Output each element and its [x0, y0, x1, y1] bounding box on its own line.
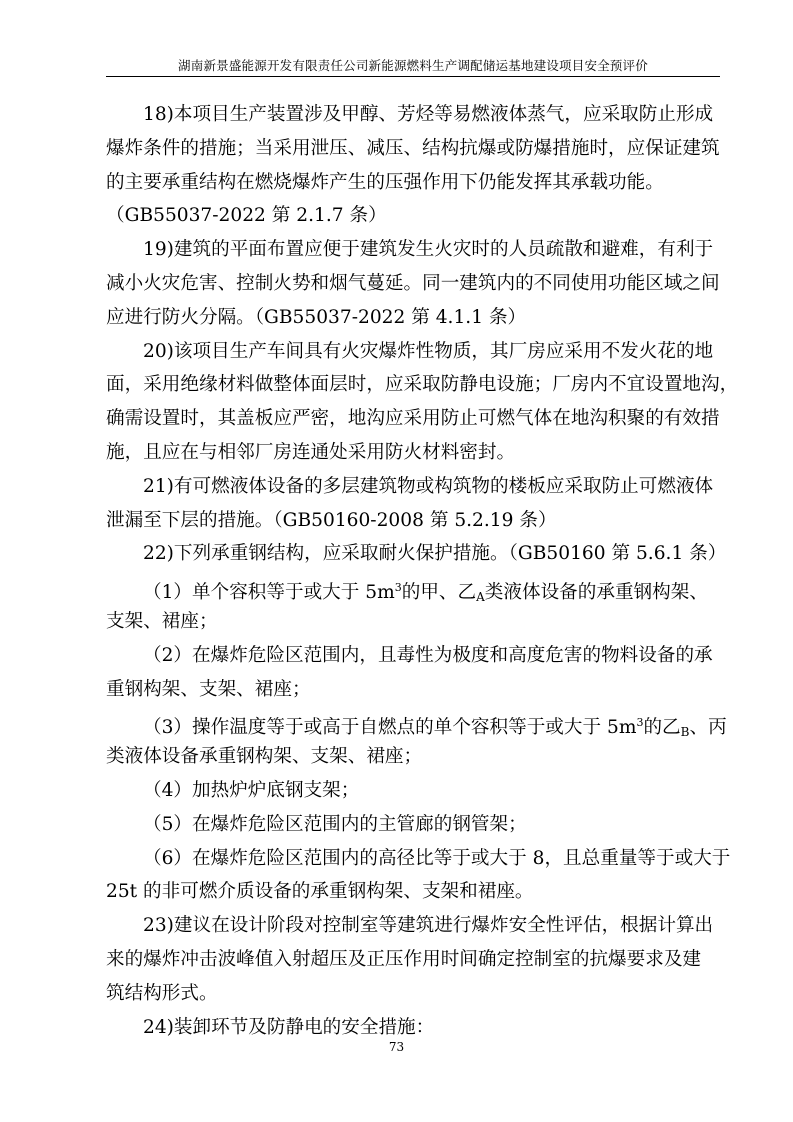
- item-1-text-c: 类液体设备的承重钢构架、: [484, 582, 708, 604]
- item-5-line-1: （5）在爆炸危险区范围内的主管廊的钢管架；: [143, 813, 527, 835]
- subscript-a: A: [476, 590, 485, 605]
- item-2-line-2: 重钢构架、支架、裙座；: [106, 678, 311, 700]
- item-6-line-1: （6）在爆炸危险区范围内的高径比等于或大于 8，且总重量等于或大于: [143, 847, 731, 869]
- item-1-text-a: （1）单个容积等于或大于 5m: [143, 582, 395, 604]
- page-number: 73: [388, 1040, 405, 1054]
- paragraph-23-line-1: 23)建议在设计阶段对控制室等建筑进行爆炸安全性评估，根据计算出: [143, 915, 714, 937]
- paragraph-23-line-2: 来的爆炸冲击波峰值入射超压及正压作用时间确定控制室的抗爆要求及建: [106, 948, 702, 970]
- item-1-line-1: [106, 571, 720, 605]
- item-1-line-2: 支架、裙座；: [106, 610, 218, 632]
- paragraph-19-line-2: 减小火灾危害、控制火势和烟气蔓延。同一建筑内的不同使用功能区域之间: [106, 272, 720, 294]
- paragraph-21-line-1: 21)有可燃液体设备的多层建筑物或构筑物的楼板应采取防止可燃液体: [143, 475, 714, 497]
- paragraph-18-line-2: 爆炸条件的措施；当采用泄压、减压、结构抗爆或防爆措施时，应保证建筑: [106, 137, 720, 159]
- document-body: [106, 98, 739, 1044]
- item-1-text-b: 的甲、乙: [401, 582, 477, 604]
- item-2-line-1: （2）在爆炸危险区范围内，且毒性为极度和高度危害的物料设备的承: [143, 644, 713, 666]
- item-4-line-1: （4）加热炉炉底钢支架；: [143, 779, 360, 801]
- item-3-text-c: 、丙: [689, 717, 727, 739]
- paragraph-24-line-1: 24)装卸环节及防静电的安全措施：: [143, 1016, 435, 1038]
- item-3-line-2: 类液体设备承重钢构架、支架、裙座；: [106, 746, 423, 768]
- paragraph-20-line-3: 确需设置时，其盖板应严密，地沟应采用防止可燃气体在地沟积聚的有效措: [106, 408, 720, 430]
- superscript-3: 3: [636, 716, 644, 730]
- paragraph-19-line-1: 19)建筑的平面布置应便于建筑发生火灾时的人员疏散和避难，有利于: [143, 239, 714, 261]
- paragraph-22-line-1: 22)下列承重钢结构，应采取耐火保护措施。（GB50160 第 5.6.1 条）: [143, 543, 727, 565]
- paragraph-20-line-1: 20)该项目生产车间具有火灾爆炸性物质，其厂房应采用不发火花的地: [143, 340, 714, 362]
- paragraph-19-line-3: 应进行防火分隔。（GB55037-2022 第 4.1.1 条）: [106, 306, 527, 328]
- superscript-3: 3: [394, 581, 402, 595]
- paragraph-20-line-2: 面，采用绝缘材料做整体面层时，应采取防静电设施；厂房内不宜设置地沟，: [106, 374, 739, 396]
- item-6-line-2: 25t 的非可燃介质设备的承重钢构架、支架和裙座。: [106, 881, 534, 903]
- paragraph-18-line-3: 的主要承重结构在燃烧爆炸产生的压强作用下仍能发挥其承载功能。: [106, 171, 664, 193]
- paragraph-18-line-1: 18)本项目生产装置涉及甲醇、芳烃等易燃液体蒸气，应采取防止形成: [143, 104, 714, 125]
- item-3-text-b: 的乙: [643, 717, 681, 739]
- running-header: 湖南新景盛能源开发有限责任公司新能源燃料生产调配储运基地建设项目安全预评价: [178, 58, 648, 73]
- header-divider: [106, 76, 720, 77]
- paragraph-21-line-2: 泄漏至下层的措施。（GB50160-2008 第 5.2.19 条）: [106, 509, 557, 531]
- paragraph-18-line-4: （GB55037-2022 第 2.1.7 条）: [106, 205, 387, 227]
- paragraph-23-line-3: 筑结构形式。: [106, 982, 218, 1004]
- subscript-b: B: [680, 725, 690, 740]
- item-3-text-a: （3）操作温度等于或高于自燃点的单个容积等于或大于 5m: [143, 717, 637, 739]
- item-3-line-1: [106, 706, 727, 740]
- paragraph-20-line-4: 施，且应在与相邻厂房连通处采用防火材料密封。: [106, 441, 516, 463]
